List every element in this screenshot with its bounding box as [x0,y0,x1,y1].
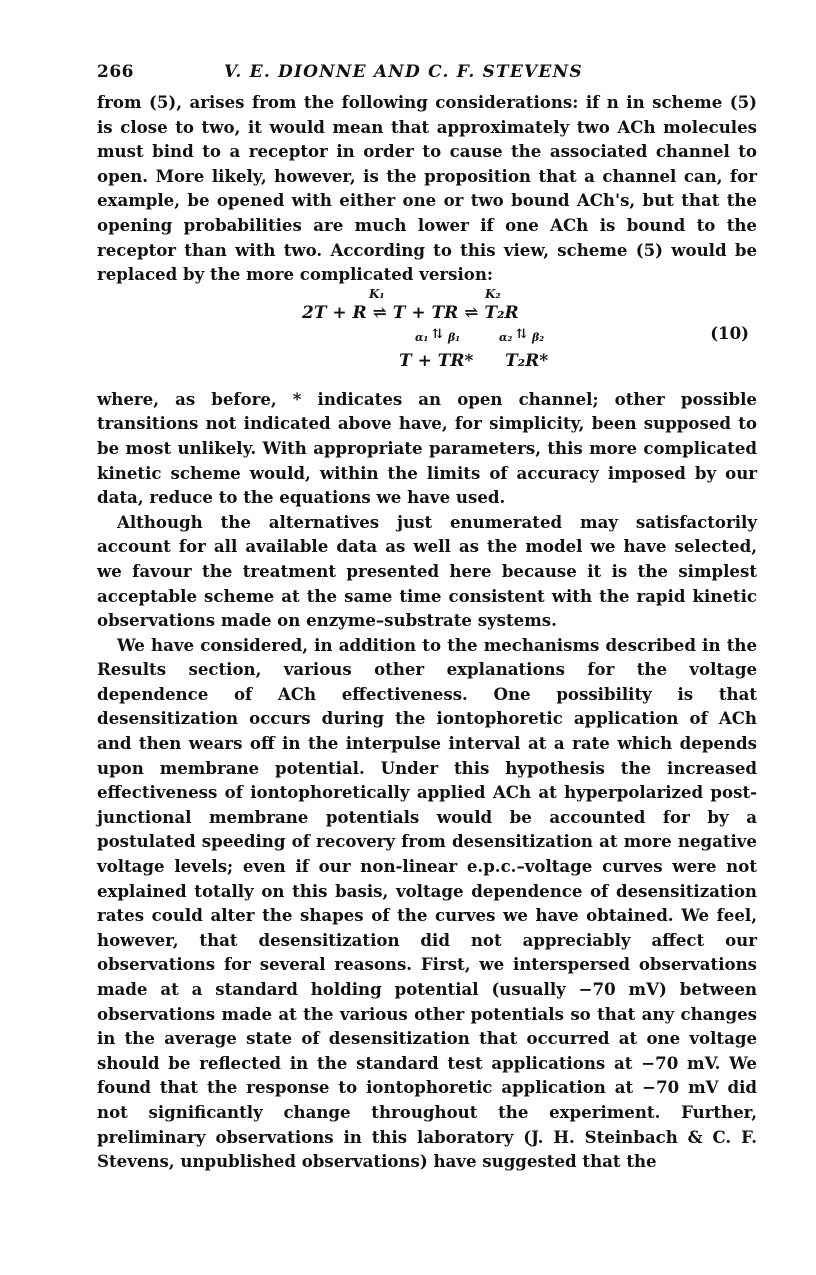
scheme-k2: K₂ [485,286,501,301]
scheme-vertical-arrows-1: ⇅ [432,326,443,342]
paragraph-3: Although the alternatives just enumerated may satisfactorily account for all available data as well as the model we have selected, we favour the treatment presented here because it is the simplest acceptable scheme at the same time consistent with the rapid kinetic observations made on enzyme–substrate systems. [97,511,757,631]
scheme-k1: K₁ [369,286,385,301]
paragraph-1: from (5), arises from the following considerations: if n in scheme (5) is close to two, it would mean that approximately two ACh molecules must bind to a receptor in order to cause the associated channel to open. More likely, however, is the proposition that a channel can, for example, be opened with either one or two bound ACh's, but that the opening probabilities are much lower if one ACh is bound to the receptor than with two. According to this view, scheme (5) would be replaced by the more complicated version: [97,92,757,285]
scheme-bottom-left: T + TR* [399,350,474,371]
scheme-bottom-right: T₂R* [505,350,549,371]
scheme-beta1: β₁ [448,330,461,344]
scheme-top-row: 2T + R ⇌ T + TR ⇌ T₂R [302,302,519,323]
kinetic-scheme-10 [97,287,757,387]
running-head: V. E. DIONNE AND C. F. STEVENS [224,62,583,82]
scheme-beta2: β₂ [532,330,545,344]
page-number: 266 [97,62,134,82]
paragraph-4: We have considered, in addition to the mechanisms described in the Results section, various other explanations for the voltage dependence of ACh effectiveness. One possibility is that desensitization occurs during the iontophoretic application of ACh and then wears off in the interpulse interval at a rate which depends upon membrane potential. Under this hypothesis the increased effectiveness of iontophoretically applied ACh at hyperpolarized post-junctional membrane potentials would be accounted for by a postulated speeding of recovery from desensitization at more negative voltage levels; even if our non-linear e.p.c.–voltage curves were not explained totally on this basis, voltage dependence of desensitization rates could alter the shapes of the curves we have obtained. We feel, however, that desensitization did not appreciably affect our observations for several reasons. First, we interspersed observations made at a standard holding potential (usually −70 mV) between observations made at the various other potentials so that any changes in the average state of desensitization that occurred at one voltage should be reflected in the standard test applications at −70 mV. We found that the response to iontophoretic application at −70 mV did not significantly change throughout the experiment. Further, preliminary observations in this laboratory (J. H. Steinbach & C. F. Stevens, unpublished observations) have suggested that the [97,634,757,1172]
scheme-vertical-arrows-2: ⇅ [516,326,527,342]
page [97,62,757,1174]
scheme-alpha2: α₂ [499,330,513,344]
equation-number: (10) [710,322,749,343]
paragraph-2: where, as before, * indicates an open channel; other possible transitions not indicated above have, for simplicity, been supposed to be most unlikely. With appropriate parameters, this more complicated kinetic scheme would, within the limits of accuracy imposed by our data, reduce to the equations we have used. [97,388,757,508]
scheme-alpha1: α₁ [415,330,429,344]
page-header [97,62,757,82]
